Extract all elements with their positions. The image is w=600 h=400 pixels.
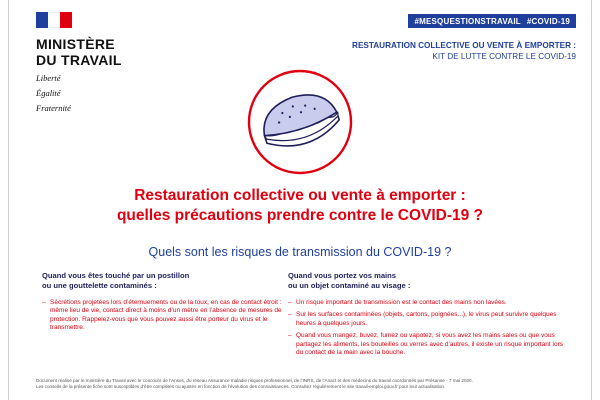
left-column [42, 271, 292, 337]
main-title [0, 186, 600, 226]
list-item-text: Sur les surfaces contaminées (objets, cartons, poignées...), le virus peut survivre quelques heures à quelques jours. [296, 311, 557, 327]
right-heading-line2: ou un objet contaminé au visage : [288, 281, 411, 290]
right-column [288, 271, 568, 361]
motto-line2: Égalité [36, 88, 61, 98]
french-flag-icon [36, 12, 72, 28]
dash-bullet-icon: – [288, 311, 292, 319]
dash-bullet-icon: – [288, 299, 292, 306]
dash-bullet-icon: – [42, 299, 46, 306]
left-heading-line2: ou une gouttelette contaminés : [42, 281, 157, 290]
list-item-text: Un risque important de transmission est le contact des mains non lavées. [296, 299, 507, 306]
list-item [288, 299, 568, 307]
list-item-text: Sécrétions projetées lors d’éternuements ou de la toux, en cas de contact étroit : même lieu de vie, contact direct à moins d’un mètre en l’absence de mesures de protection. Rappelez-vous que vous pouvez aussi être porteur du virus et le transmettre. [50, 299, 282, 332]
subtitle: Quels sont les risques de transmission du COVID-19 ? [148, 245, 452, 259]
list-item [288, 311, 568, 328]
main-title-line1: Restauration collective ou vente à emporter : [134, 187, 466, 204]
hashtag-covid: #COVID-19 [526, 16, 570, 26]
motto-line1: Liberté [36, 73, 61, 83]
ministry-name-line1: MINISTÈRE [36, 36, 115, 52]
footer-note [36, 378, 576, 390]
footer-line1: Document réalisé par le ministère du Travail avec le concours de l’Anses, du réseau Assurance maladie risques professionnel, de l’INRS, de l’Anact et des médecins du travail coordonnés par Présanse - 7 mai 2020. [36, 378, 473, 383]
right-heading-line1: Quand vous portez vos mains [288, 271, 397, 280]
footer-line2: Les conseils de la présente fiche sont susceptibles d’être complétés ou ajustés en fonction de l’évolution des connaissances. Consultez régulièrement le site travail-emploi.gouv.fr pour leur actualisation. [36, 384, 446, 389]
list-item [288, 332, 568, 357]
hashtag-bar [408, 14, 576, 28]
kit-header-line2: KIT DE LUTTE CONTRE LE COVID-19 [432, 52, 576, 61]
kit-header [352, 40, 576, 62]
right-column-heading [288, 271, 568, 291]
sandwich-illustration-icon [246, 68, 354, 176]
list-item [42, 299, 292, 333]
left-heading-line1: Quand vous êtes touché par un postillon [42, 271, 190, 280]
ministry-logo [36, 12, 146, 113]
list-item-text: Quand vous mangez, buvez, fumez ou vapotez, si vous avez les mains sales ou que vous partagez les aliments, les bouteilles ou verres avec d’autres, il existe un risque important lors du contact de la main avec la bouche. [296, 332, 563, 357]
ministry-name-line2: DU TRAVAIL [36, 52, 122, 68]
main-title-line2: quelles précautions prendre contre le COVID-19 ? [116, 207, 484, 224]
hashtag-mesquestionstravail: #MESQUESTIONSTRAVAIL [414, 16, 521, 26]
left-column-heading [42, 271, 292, 291]
motto-line3: Fraternité [36, 103, 71, 113]
kit-header-line1: RESTAURATION COLLECTIVE OU VENTE À EMPORTER : [352, 41, 576, 50]
dash-bullet-icon: – [288, 332, 292, 340]
